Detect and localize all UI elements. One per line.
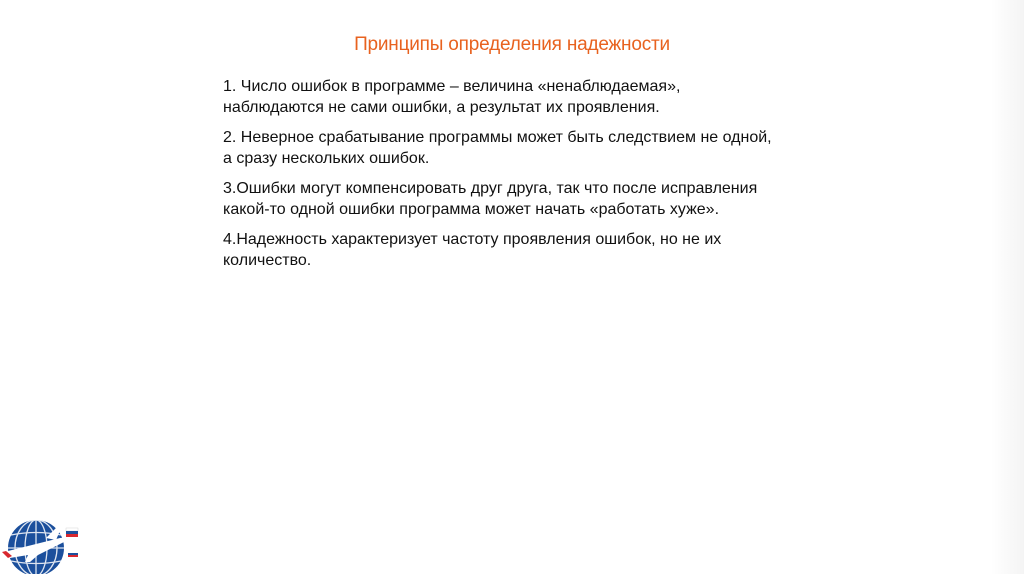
point-4: 4.Надежность характеризует частоту проявления ошибок, но не их количество.	[223, 231, 722, 269]
point-1: 1. Число ошибок в программе – величина «ненаблюдаемая», наблюдаются не сами ошибки, а результат их проявления.	[223, 78, 681, 116]
point-3: 3.Ошибки могут компенсировать друг друга, так что после исправления какой-то одной ошибки программа может начать «работать хуже».	[223, 180, 758, 218]
slide-edge-shadow	[990, 0, 1024, 574]
slide-content	[223, 77, 783, 281]
globe-airplane-logo-icon	[0, 508, 84, 574]
point-2: 2. Неверное срабатывание программы может быть следствием не одной, а сразу нескольких ошибок.	[223, 129, 772, 167]
slide-title: Принципы определения надежности	[354, 34, 670, 55]
